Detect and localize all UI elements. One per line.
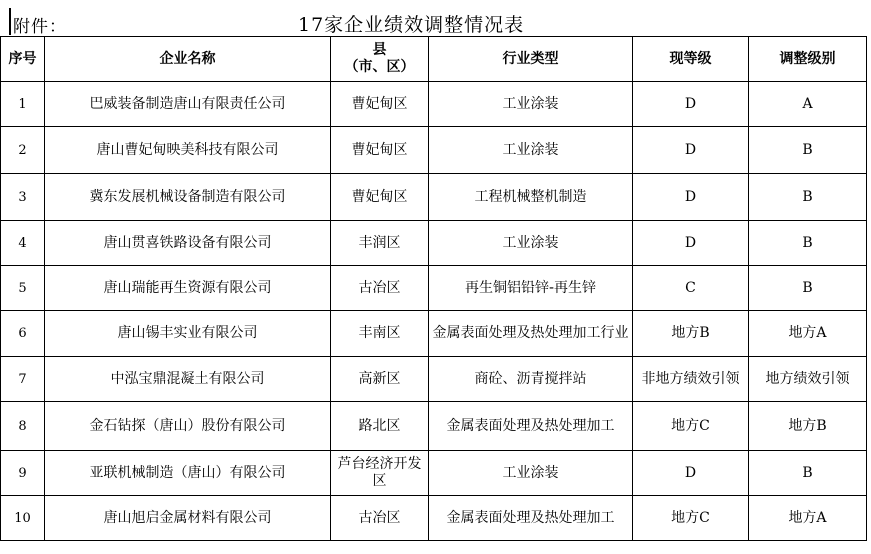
- cell-company: 唐山贯喜铁路设备有限公司: [45, 221, 331, 266]
- cell-current-grade: D: [633, 174, 749, 221]
- cell-county: 古冶区: [331, 266, 429, 311]
- header-company: 企业名称: [45, 37, 331, 82]
- cell-seq: 2: [1, 127, 45, 174]
- table-row: [1, 221, 867, 266]
- cell-industry: 工业涂装: [429, 451, 633, 496]
- table-row: [1, 357, 867, 402]
- table-row: [1, 266, 867, 311]
- cell-seq: 6: [1, 311, 45, 357]
- cell-county: 高新区: [331, 357, 429, 402]
- cell-adjusted-grade: 地方B: [749, 402, 867, 451]
- header-seq: 序号: [1, 37, 45, 82]
- table-row: [1, 127, 867, 174]
- cell-industry: 工业涂装: [429, 221, 633, 266]
- header-current-grade: 现等级: [633, 37, 749, 82]
- cell-company: 中泓宝鼎混凝土有限公司: [45, 357, 331, 402]
- cell-adjusted-grade: B: [749, 174, 867, 221]
- cell-adjusted-grade: A: [749, 82, 867, 127]
- table-title: 17家企业绩效调整情况表: [298, 14, 525, 36]
- table-row: [1, 496, 867, 541]
- table-header-row: [1, 37, 867, 82]
- cell-county: 曹妃甸区: [331, 174, 429, 221]
- cell-industry: 再生铜铝铅锌-再生锌: [429, 266, 633, 311]
- cell-adjusted-grade: B: [749, 451, 867, 496]
- cell-adjusted-grade: B: [749, 127, 867, 174]
- cell-current-grade: 地方C: [633, 496, 749, 541]
- cell-seq: 3: [1, 174, 45, 221]
- cell-seq: 7: [1, 357, 45, 402]
- cell-industry: 金属表面处理及热处理加工行业: [429, 311, 633, 357]
- cell-current-grade: 地方B: [633, 311, 749, 357]
- cell-company: 唐山锡丰实业有限公司: [45, 311, 331, 357]
- table-row: [1, 451, 867, 496]
- cell-seq: 8: [1, 402, 45, 451]
- cell-county: 曹妃甸区: [331, 127, 429, 174]
- cell-adjusted-grade: 地方A: [749, 496, 867, 541]
- cell-industry: 金属表面处理及热处理加工: [429, 402, 633, 451]
- table-row: [1, 311, 867, 357]
- cell-seq: 4: [1, 221, 45, 266]
- cell-industry: 金属表面处理及热处理加工: [429, 496, 633, 541]
- cell-adjusted-grade: 地方绩效引领: [749, 357, 867, 402]
- enterprise-table: [0, 36, 867, 541]
- cell-current-grade: D: [633, 127, 749, 174]
- cell-industry: 商砼、沥青搅拌站: [429, 357, 633, 402]
- cell-current-grade: C: [633, 266, 749, 311]
- cell-current-grade: D: [633, 82, 749, 127]
- cell-seq: 9: [1, 451, 45, 496]
- cell-industry: 工业涂装: [429, 127, 633, 174]
- table-row: [1, 174, 867, 221]
- header-adjusted-grade: 调整级别: [749, 37, 867, 82]
- header-county: [331, 37, 429, 82]
- cell-current-grade: D: [633, 451, 749, 496]
- cell-current-grade: 非地方绩效引领: [633, 357, 749, 402]
- cell-current-grade: 地方C: [633, 402, 749, 451]
- cell-county: 丰润区: [331, 221, 429, 266]
- cell-company: 唐山瑞能再生资源有限公司: [45, 266, 331, 311]
- cell-adjusted-grade: B: [749, 221, 867, 266]
- cell-county: 芦台经济开发区: [331, 451, 429, 496]
- table-row: [1, 82, 867, 127]
- cell-county: 路北区: [331, 402, 429, 451]
- header-county-line1: 县: [372, 42, 387, 58]
- table-row: [1, 402, 867, 451]
- cell-current-grade: D: [633, 221, 749, 266]
- cell-industry: 工业涂装: [429, 82, 633, 127]
- cell-industry: 工程机械整机制造: [429, 174, 633, 221]
- cell-adjusted-grade: B: [749, 266, 867, 311]
- cell-company: 冀东发展机械设备制造有限公司: [45, 174, 331, 221]
- cell-company: 金石钻探（唐山）股份有限公司: [45, 402, 331, 451]
- cell-company: 亚联机械制造（唐山）有限公司: [45, 451, 331, 496]
- header-county-line2: （市、区）: [344, 59, 415, 75]
- cell-company: 唐山曹妃甸映美科技有限公司: [45, 127, 331, 174]
- text-cursor: [9, 8, 11, 35]
- attachment-label: 附件：: [13, 17, 67, 37]
- cell-county: 曹妃甸区: [331, 82, 429, 127]
- cell-county: 丰南区: [331, 311, 429, 357]
- header-industry: 行业类型: [429, 37, 633, 82]
- cell-seq: 5: [1, 266, 45, 311]
- cell-seq: 1: [1, 82, 45, 127]
- cell-company: 唐山旭启金属材料有限公司: [45, 496, 331, 541]
- cell-seq: 10: [1, 496, 45, 541]
- cell-company: 巴威装备制造唐山有限责任公司: [45, 82, 331, 127]
- cell-county: 古冶区: [331, 496, 429, 541]
- cell-adjusted-grade: 地方A: [749, 311, 867, 357]
